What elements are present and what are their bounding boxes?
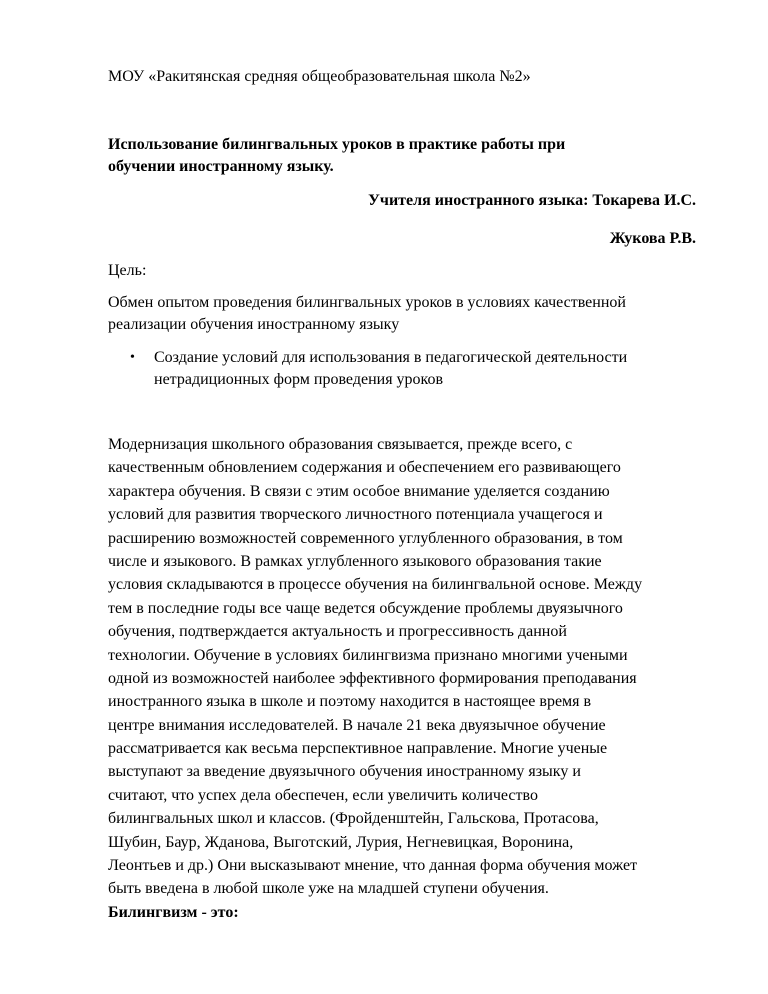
body-line: условий для развития творческого личностного потенциала учащегося и xyxy=(108,506,603,524)
body-line: качественным обновлением содержания и обеспечением его развивающего xyxy=(108,459,621,477)
body-line: билингвальных школ и классов. (Фройденштейн, Гальскова, Протасова, xyxy=(108,810,599,828)
body-line: условия складываются в процессе обучения на билингвальной основе. Между xyxy=(108,576,643,594)
body-line: тем в последние годы все чаще ведется обсуждение проблемы двуязычного xyxy=(108,599,623,617)
body-line: выступают за введение двуязычного обучения иностранному языку и xyxy=(108,763,581,781)
goal-line-2: реализации обучения иностранному языку xyxy=(108,316,400,333)
definition-heading: Билингвизм - это: xyxy=(108,903,239,921)
authors-line-1: Учителя иностранного языка: Токарева И.С. xyxy=(368,192,696,209)
body-line: быть введена в любой школе уже на младшей ступени обучения. xyxy=(108,880,549,898)
title-line-1: Использование билингвальных уроков в практике работы при xyxy=(108,136,566,153)
body-line: технологии. Обучение в условиях билингвизма признано многими учеными xyxy=(108,646,628,664)
authors-line-2: Жукова Р.В. xyxy=(609,230,696,247)
goal-label: Цель: xyxy=(108,262,147,279)
body-line: расширению возможностей современного углубленного образования, в том xyxy=(108,529,623,547)
body-line: центре внимания исследователей. В начале 21 века двуязычное обучение xyxy=(108,716,606,734)
body-line: Модернизация школьного образования связывается, прежде всего, с xyxy=(108,436,573,453)
body-line: рассматривается как весьма перспективное направление. Многие ученые xyxy=(108,740,608,758)
body-paragraph xyxy=(108,433,708,924)
bullet-line-1: Создание условий для использования в педагогической деятельности xyxy=(154,349,628,366)
body-line: иностранного языка в школе и поэтому находится в настоящее время в xyxy=(108,693,592,711)
body-line: обучения, подтверждается актуальность и прогрессивность данной xyxy=(108,623,567,641)
title-line-2: обучении иностранному языку. xyxy=(108,158,334,175)
body-line: одной из возможностей наиболее эффективного формирования преподавания xyxy=(108,669,637,687)
bullet-icon: • xyxy=(130,350,135,365)
school-name: МОУ «Ракитянская средняя общеобразовательная школа №2» xyxy=(108,68,531,85)
body-line: Леонтьев и др.) Они высказывают мнение, что данная форма обучения может xyxy=(108,857,638,875)
body-line: Шубин, Баур, Жданова, Выготский, Лурия, Негневицкая, Воронина, xyxy=(108,833,574,851)
body-line: считают, что успех дела обеспечен, если увеличить количество xyxy=(108,786,538,804)
body-line: числе и языкового. В рамках углубленного языкового образования такие xyxy=(108,552,602,570)
body-line: характера обучения. В связи с этим особое внимание уделяется созданию xyxy=(108,482,610,500)
goal-line-1: Обмен опытом проведения билингвальных уроков в условиях качественной xyxy=(108,294,626,311)
bullet-line-2: нетрадиционных форм проведения уроков xyxy=(154,371,444,388)
